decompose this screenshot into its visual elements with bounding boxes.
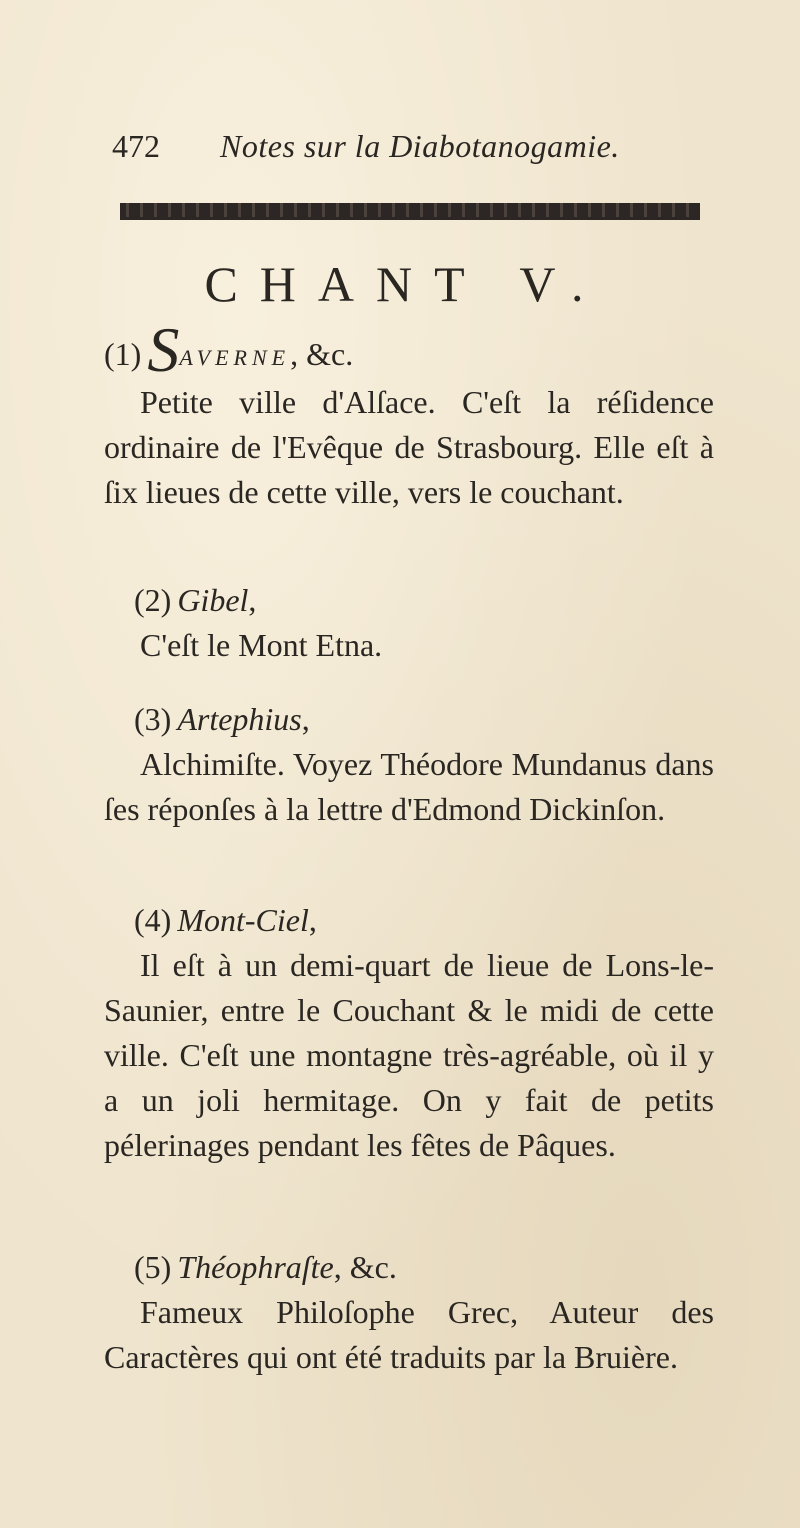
note-number: (4): [134, 902, 172, 938]
note-body: Petite ville d'Alſace. C'eſt la réſidence ordinaire de l'Evêque de Strasbourg. Elle eſt à ſix lieues de cette ville, vers le couchant.: [104, 384, 714, 510]
note-term-suffix: ,: [248, 582, 257, 618]
note-number: (2): [134, 582, 172, 618]
chapter-title: CHANT V.: [204, 256, 606, 312]
note-term: Mont-Ciel: [177, 902, 309, 938]
note-heading: [104, 898, 714, 943]
note-2: [104, 578, 714, 668]
note-4: [104, 898, 714, 1168]
note-term: Artephius: [177, 701, 302, 737]
note-number: (5): [134, 1249, 172, 1285]
page-number: 472: [112, 128, 160, 164]
note-heading: [104, 1245, 714, 1290]
note-heading: [104, 697, 714, 742]
note-body: Fameux Philoſophe Grec, Auteur des Caractères qui ont été traduits par la Bruière.: [104, 1294, 714, 1375]
drop-initial: S: [147, 314, 180, 385]
note-term-suffix: ,: [301, 701, 310, 737]
note-5: [104, 1245, 714, 1380]
note-number: (1): [104, 336, 142, 372]
ornamental-rule: [120, 203, 700, 220]
note-1: [104, 314, 714, 515]
note-heading: [104, 578, 714, 623]
note-term-suffix: , &c.: [290, 336, 354, 372]
note-body: Alchimiſte. Voyez Théodore Mundanus dans ſes réponſes à la lettre d'Edmond Dickinſon.: [104, 746, 714, 827]
running-title: Notes sur la Diabotanogamie.: [220, 128, 620, 164]
note-term: Théophraſte: [177, 1249, 334, 1285]
page-header: [112, 128, 702, 172]
note-term: AVERNE: [179, 345, 291, 370]
note-term: Gibel: [177, 582, 249, 618]
note-number: (3): [134, 701, 172, 737]
note-body: Il eſt à un demi-quart de lieue de Lons-le-Saunier, entre le Couchant & le midi de cette ville. C'eſt une montagne très-agréable, où il y a un joli hermitage. On y fait de petits pélerinages pendant les fêtes de Pâques.: [104, 947, 714, 1163]
note-term-suffix: ,: [308, 902, 317, 938]
note-term-suffix: , &c.: [333, 1249, 397, 1285]
note-3: [104, 697, 714, 832]
note-body: C'eſt le Mont Etna.: [140, 627, 383, 663]
note-heading: [104, 314, 714, 385]
